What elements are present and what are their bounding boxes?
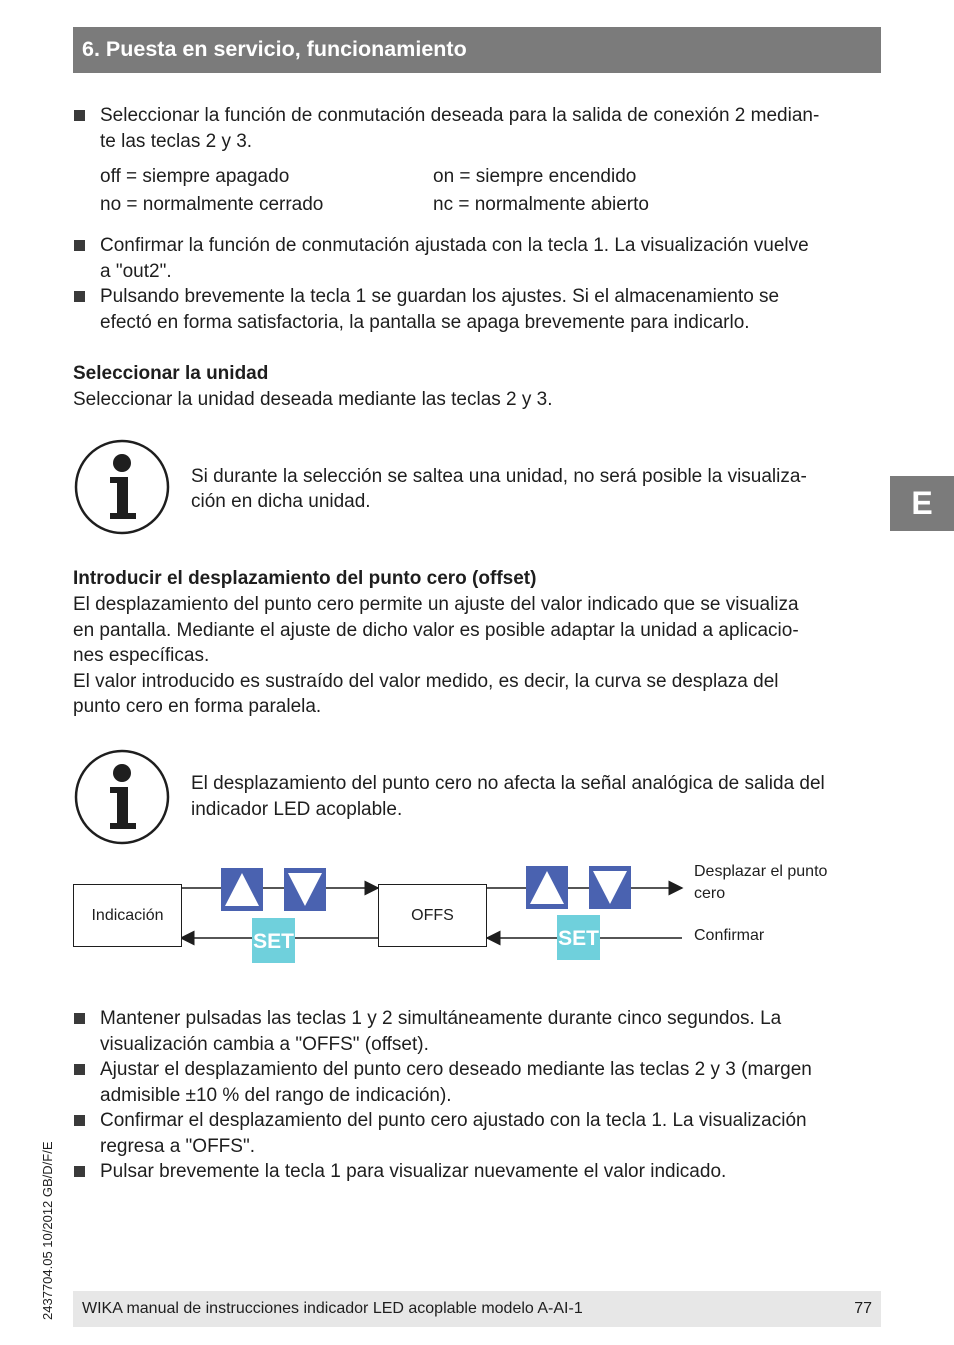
down-key-icon <box>589 866 631 909</box>
bullet-text: admisible ±10 % del rango de indicación). <box>100 1085 452 1106</box>
bullet-text: Confirmar el desplazamiento del punto cero ajustado con la tecla 1. La visualización <box>100 1110 807 1131</box>
offset-paragraph-line: El valor introducido es sustraído del valor medido, es decir, la curva se desplaza del <box>73 671 779 692</box>
offset-paragraph-line: El desplazamiento del punto cero permite un ajuste del valor indicado que se visualiza <box>73 594 799 615</box>
offset-heading: Introducir el desplazamiento del punto cero (offset) <box>73 568 537 589</box>
set-key-label: SET <box>558 927 599 950</box>
info-icon <box>74 439 170 535</box>
function-off: off = siempre apagado <box>100 166 290 187</box>
offset-paragraph-line: en pantalla. Mediante el ajuste de dicho valor es posible adaptar la unidad a aplicacio- <box>73 620 799 641</box>
bullet-text: Pulsar brevemente la tecla 1 para visualizar nuevamente el valor indicado. <box>100 1161 727 1182</box>
bullet-text: Ajustar el desplazamiento del punto cero deseado mediante las teclas 2 y 3 (margen <box>100 1059 812 1080</box>
offset-paragraph-line: punto cero en forma paralela. <box>73 696 322 717</box>
bullet-text: efectó en forma satisfactoria, la pantalla se apaga brevemente para indicarlo. <box>100 312 750 333</box>
bullet-text: Mantener pulsadas las teclas 1 y 2 simultáneamente durante cinco segundos. La <box>100 1008 782 1029</box>
unit-text: Seleccionar la unidad deseada mediante las teclas 2 y 3. <box>73 389 553 410</box>
offset-paragraph-line: nes específicas. <box>73 645 210 666</box>
diagram-label-confirm: Confirmar <box>694 927 765 944</box>
document-code: 2437704.05 10/2012 GB/D/F/E <box>40 1141 55 1320</box>
display-box: Indicación <box>73 884 182 947</box>
up-key-icon <box>221 868 263 911</box>
down-key-icon <box>284 868 326 911</box>
offs-box: OFFS <box>378 884 487 947</box>
bullet-text: regresa a "OFFS". <box>100 1136 255 1157</box>
bullet-marker <box>74 291 85 302</box>
bullet-marker <box>74 110 85 121</box>
note-text: El desplazamiento del punto cero no afecta la señal analógica de salida del <box>191 773 825 794</box>
info-icon <box>74 749 170 845</box>
function-no: no = normalmente cerrado <box>100 194 324 215</box>
bullet-marker <box>74 1013 85 1024</box>
footer-text: WIKA manual de instrucciones indicador LED acoplable modelo A-AI-1 <box>82 1300 583 1317</box>
bullet-marker <box>74 240 85 251</box>
bullet-marker <box>74 1115 85 1126</box>
bullet-text: a "out2". <box>100 261 172 282</box>
bullet-text: Confirmar la función de conmutación ajustada con la tecla 1. La visualización vuelve <box>100 235 809 256</box>
bullet-text: visualización cambia a "OFFS" (offset). <box>100 1034 429 1055</box>
section-title: 6. Puesta en servicio, funcionamiento <box>82 37 467 61</box>
bullet-text: te las teclas 2 y 3. <box>100 131 253 152</box>
bullet-text: Seleccionar la función de conmutación deseada para la salida de conexión 2 median- <box>100 105 820 126</box>
note-text: ción en dicha unidad. <box>191 491 371 512</box>
bullet-marker <box>74 1064 85 1075</box>
diagram-label-shift: Desplazar el punto <box>694 863 828 880</box>
bullet-marker <box>74 1166 85 1177</box>
set-key-label: SET <box>253 930 294 953</box>
bullet-text: Pulsando brevemente la tecla 1 se guardan los ajustes. Si el almacenamiento se <box>100 286 780 307</box>
function-nc: nc = normalmente abierto <box>433 194 649 215</box>
note-text: Si durante la selección se saltea una unidad, no será posible la visualiza- <box>191 466 807 487</box>
diagram-label-shift: cero <box>694 885 726 902</box>
unit-heading: Seleccionar la unidad <box>73 363 269 384</box>
page-footer <box>73 1291 881 1327</box>
section-header <box>73 27 881 73</box>
note-text: indicador LED acoplable. <box>191 799 403 820</box>
function-on: on = siempre encendido <box>433 166 637 187</box>
up-key-icon <box>526 866 568 909</box>
page-number: 77 <box>854 1300 872 1317</box>
language-tab: E <box>890 476 954 531</box>
